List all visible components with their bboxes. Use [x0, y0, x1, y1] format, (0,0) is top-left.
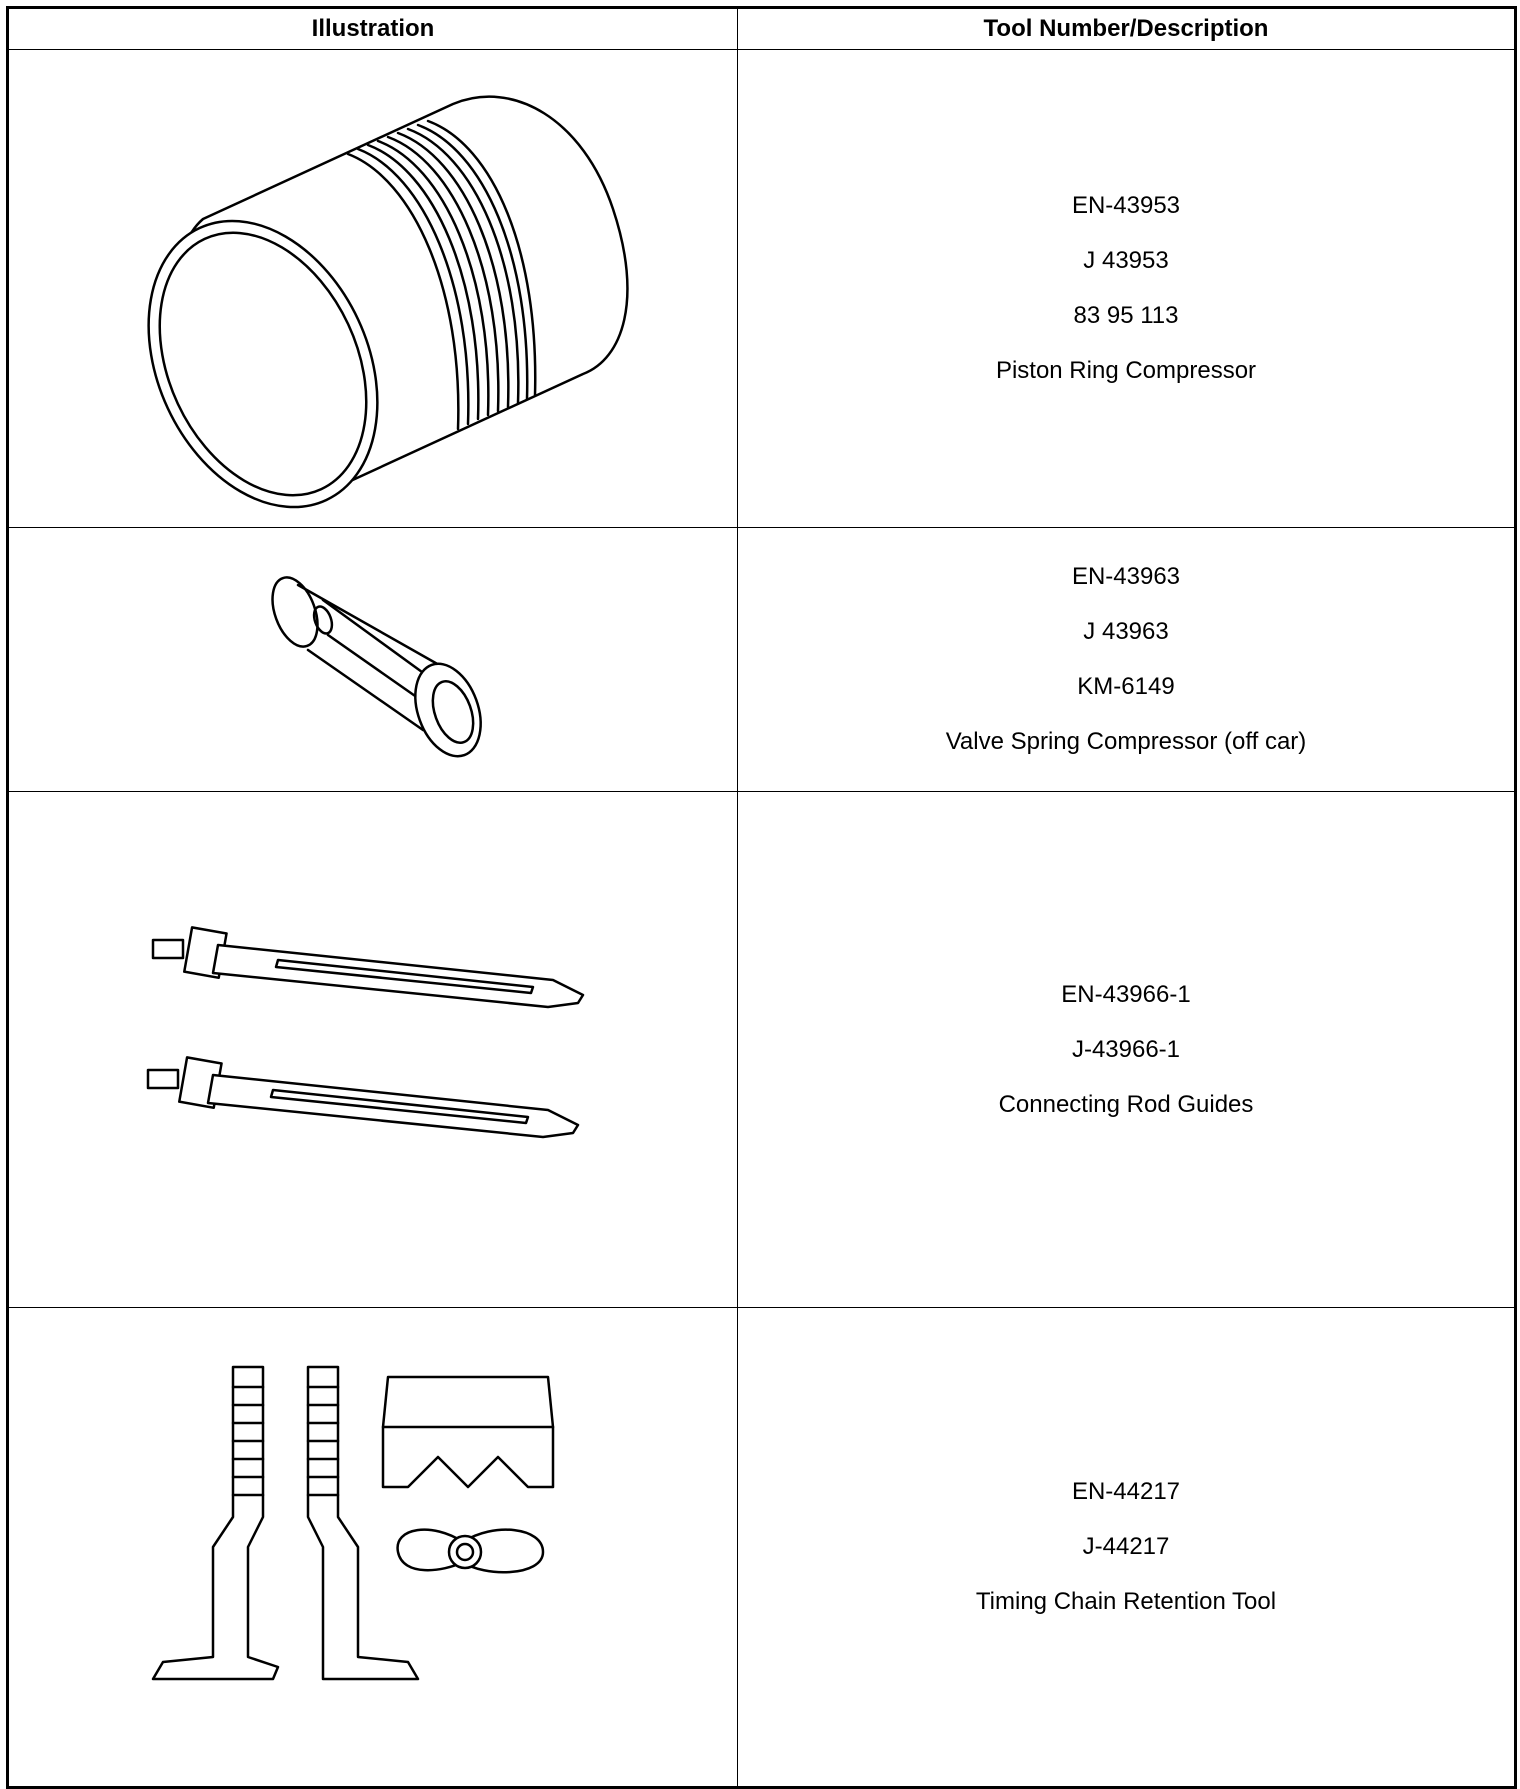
description-header: Tool Number/Description — [738, 8, 1516, 50]
header-row — [8, 8, 1516, 50]
description-cell — [738, 792, 1516, 1308]
connecting-rod-guides-icon — [143, 925, 603, 1175]
illustration-cell — [8, 50, 738, 528]
tool-number: EN-43953 — [1071, 192, 1181, 219]
tool-number: J 43953 — [1083, 247, 1169, 274]
table-row — [8, 792, 1516, 1308]
tool-description: Timing Chain Retention Tool — [975, 1588, 1277, 1615]
valve-spring-compressor-icon — [253, 560, 493, 760]
piston-ring-compressor-icon — [113, 59, 633, 519]
table-row — [8, 528, 1516, 792]
tool-number: KM-6149 — [1077, 673, 1175, 700]
description-cell — [738, 1308, 1516, 1788]
tool-number: EN-43963 — [1071, 563, 1181, 590]
tool-description: Valve Spring Compressor (off car) — [945, 728, 1307, 755]
timing-chain-retention-tool-icon — [143, 1347, 603, 1747]
illustration-cell — [8, 792, 738, 1308]
tool-description: Piston Ring Compressor — [995, 357, 1257, 384]
tool-number: J 43963 — [1083, 618, 1169, 645]
tool-description: Connecting Rod Guides — [998, 1090, 1254, 1118]
illustration-cell — [8, 1308, 738, 1788]
tool-table — [6, 6, 1517, 1789]
description-cell — [738, 528, 1516, 792]
tool-number: J-43966-1 — [1071, 1035, 1181, 1063]
table-row — [8, 50, 1516, 528]
tool-number: J-44217 — [1082, 1533, 1170, 1560]
tool-number: 83 95 113 — [1073, 302, 1179, 329]
table-row — [8, 1308, 1516, 1788]
tool-number: EN-44217 — [1071, 1478, 1181, 1505]
tool-number: EN-43966-1 — [1061, 980, 1191, 1008]
description-cell — [738, 50, 1516, 528]
illustration-header: Illustration — [8, 8, 738, 50]
illustration-cell — [8, 528, 738, 792]
